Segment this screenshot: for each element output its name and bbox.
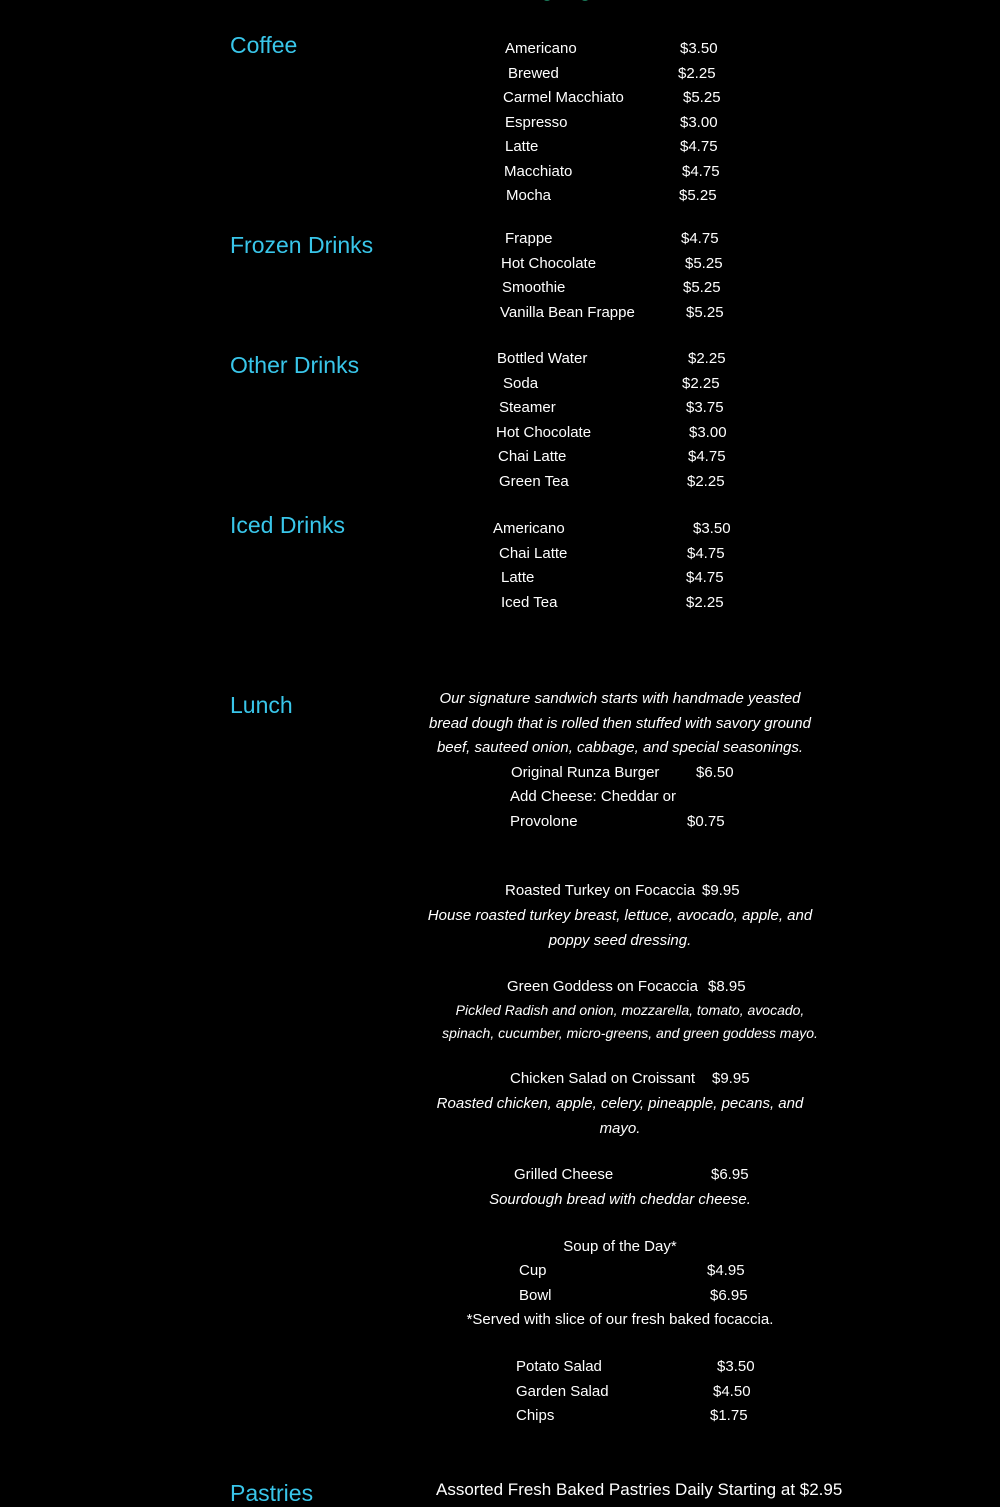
item-name: Iced Tea xyxy=(501,594,558,611)
top-heading-fragment xyxy=(530,0,610,3)
runza-description xyxy=(420,687,820,761)
description-line: House roasted turkey breast, lettuce, avocado, apple, and xyxy=(427,907,813,924)
description-line: beef, sauteed onion, cabbage, and special seasonings. xyxy=(436,739,804,756)
section-heading-other-drinks: Other Drinks xyxy=(230,352,360,378)
description-line: Pickled Radish and onion, mozzarella, tomato, avocado, xyxy=(455,1002,805,1018)
item-price: $6.50 xyxy=(696,764,734,781)
item-price: $2.25 xyxy=(688,350,726,367)
item-name: Grilled Cheese xyxy=(514,1166,614,1183)
item-price: $4.75 xyxy=(686,569,724,586)
item-name: Steamer xyxy=(499,399,556,416)
section-heading-iced-drinks: Iced Drinks xyxy=(230,512,346,538)
item-price: $3.75 xyxy=(686,399,724,416)
item-name: Chai Latte xyxy=(498,448,567,465)
description-line: poppy seed dressing. xyxy=(548,931,692,949)
grilled-cheese-description: Sourdough bread with cheddar cheese. xyxy=(489,1191,751,1208)
item-name: Original Runza Burger xyxy=(511,764,660,781)
item-price: $2.25 xyxy=(686,594,724,611)
item-name: Hot Chocolate xyxy=(496,424,592,441)
item-name: Americano xyxy=(493,520,565,537)
item-price: $5.25 xyxy=(683,279,721,296)
item-name: Frappe xyxy=(505,230,553,247)
item-price: $0.75 xyxy=(687,813,725,830)
section-heading-lunch: Lunch xyxy=(230,692,293,718)
item-name: Green Goddess on Focaccia xyxy=(507,978,698,995)
description-line: spinach, cucumber, micro-greens, and green goddess mayo. xyxy=(442,1025,818,1041)
pastries-text: Assorted Fresh Baked Pastries Daily Starting at $2.95 xyxy=(436,1480,843,1499)
item-price: $9.95 xyxy=(712,1070,750,1087)
item-name: Brewed xyxy=(508,65,559,82)
item-price: $5.25 xyxy=(686,304,724,321)
turkey-description xyxy=(420,904,820,953)
section-heading-frozen-drinks: Frozen Drinks xyxy=(230,232,374,258)
soup-title: Soup of the Day* xyxy=(563,1238,677,1255)
item-price: $4.75 xyxy=(687,545,725,562)
item-price: $2.25 xyxy=(682,375,720,392)
item-price: $3.00 xyxy=(680,114,718,131)
item-name: Carmel Macchiato xyxy=(503,89,624,106)
item-name: Cup xyxy=(519,1262,547,1279)
item-price: $9.95 xyxy=(702,882,740,899)
item-price: $2.25 xyxy=(678,65,716,82)
item-price: $5.25 xyxy=(679,187,717,204)
item-name: Americano xyxy=(505,40,577,57)
item-price: $8.95 xyxy=(708,978,746,995)
description-line: Our signature sandwich starts with handmade yeasted xyxy=(439,690,801,707)
item-name: Smoothie xyxy=(502,279,566,296)
soup-note: *Served with slice of our fresh baked focaccia. xyxy=(466,1311,774,1328)
item-name: Espresso xyxy=(505,114,568,131)
description-line: bread dough that is rolled then stuffed with savory ground xyxy=(429,714,811,732)
item-name: Provolone xyxy=(510,813,578,830)
item-price: $4.75 xyxy=(681,230,719,247)
item-price: $3.50 xyxy=(717,1358,755,1375)
item-name: Latte xyxy=(501,569,535,586)
item-name: Macchiato xyxy=(504,163,573,180)
section-heading-pastries: Pastries xyxy=(230,1480,314,1506)
item-name: Potato Salad xyxy=(516,1358,602,1375)
item-price: $1.75 xyxy=(710,1407,748,1424)
item-name: Chicken Salad on Croissant xyxy=(510,1070,696,1087)
item-price: $3.00 xyxy=(689,424,727,441)
item-price: $3.50 xyxy=(680,40,718,57)
item-name: Vanilla Bean Frappe xyxy=(500,304,635,321)
item-price: $3.50 xyxy=(693,520,731,537)
green-goddess-description xyxy=(420,999,840,1045)
item-name: Bowl xyxy=(519,1287,552,1304)
item-price: $4.75 xyxy=(682,163,720,180)
section-heading-coffee: Coffee xyxy=(230,32,298,58)
item-name: Latte xyxy=(505,138,539,155)
item-name: Bottled Water xyxy=(497,350,588,367)
item-name: Garden Salad xyxy=(516,1383,609,1400)
item-name: Chips xyxy=(516,1407,555,1424)
item-price: $2.25 xyxy=(687,473,725,490)
item-price: $4.75 xyxy=(680,138,718,155)
item-price: $4.50 xyxy=(713,1383,751,1400)
item-price: $5.25 xyxy=(683,89,721,106)
description-line: mayo. xyxy=(599,1119,641,1137)
item-name: Soda xyxy=(503,375,539,392)
item-price: $6.95 xyxy=(711,1166,749,1183)
item-price: $5.25 xyxy=(685,255,723,272)
item-name: Chai Latte xyxy=(499,545,568,562)
item-price: $6.95 xyxy=(710,1287,748,1304)
item-name: Green Tea xyxy=(499,473,569,490)
description-line: Roasted chicken, apple, celery, pineapple, pecans, and xyxy=(436,1095,804,1112)
add-cheese-line1: Add Cheese: Cheddar or xyxy=(510,788,676,805)
item-name: Hot Chocolate xyxy=(501,255,597,272)
chicken-salad-description xyxy=(420,1092,820,1141)
item-price: $4.75 xyxy=(688,448,726,465)
item-price: $4.95 xyxy=(707,1262,745,1279)
item-name: Mocha xyxy=(506,187,552,204)
item-name: Roasted Turkey on Focaccia xyxy=(505,882,696,899)
